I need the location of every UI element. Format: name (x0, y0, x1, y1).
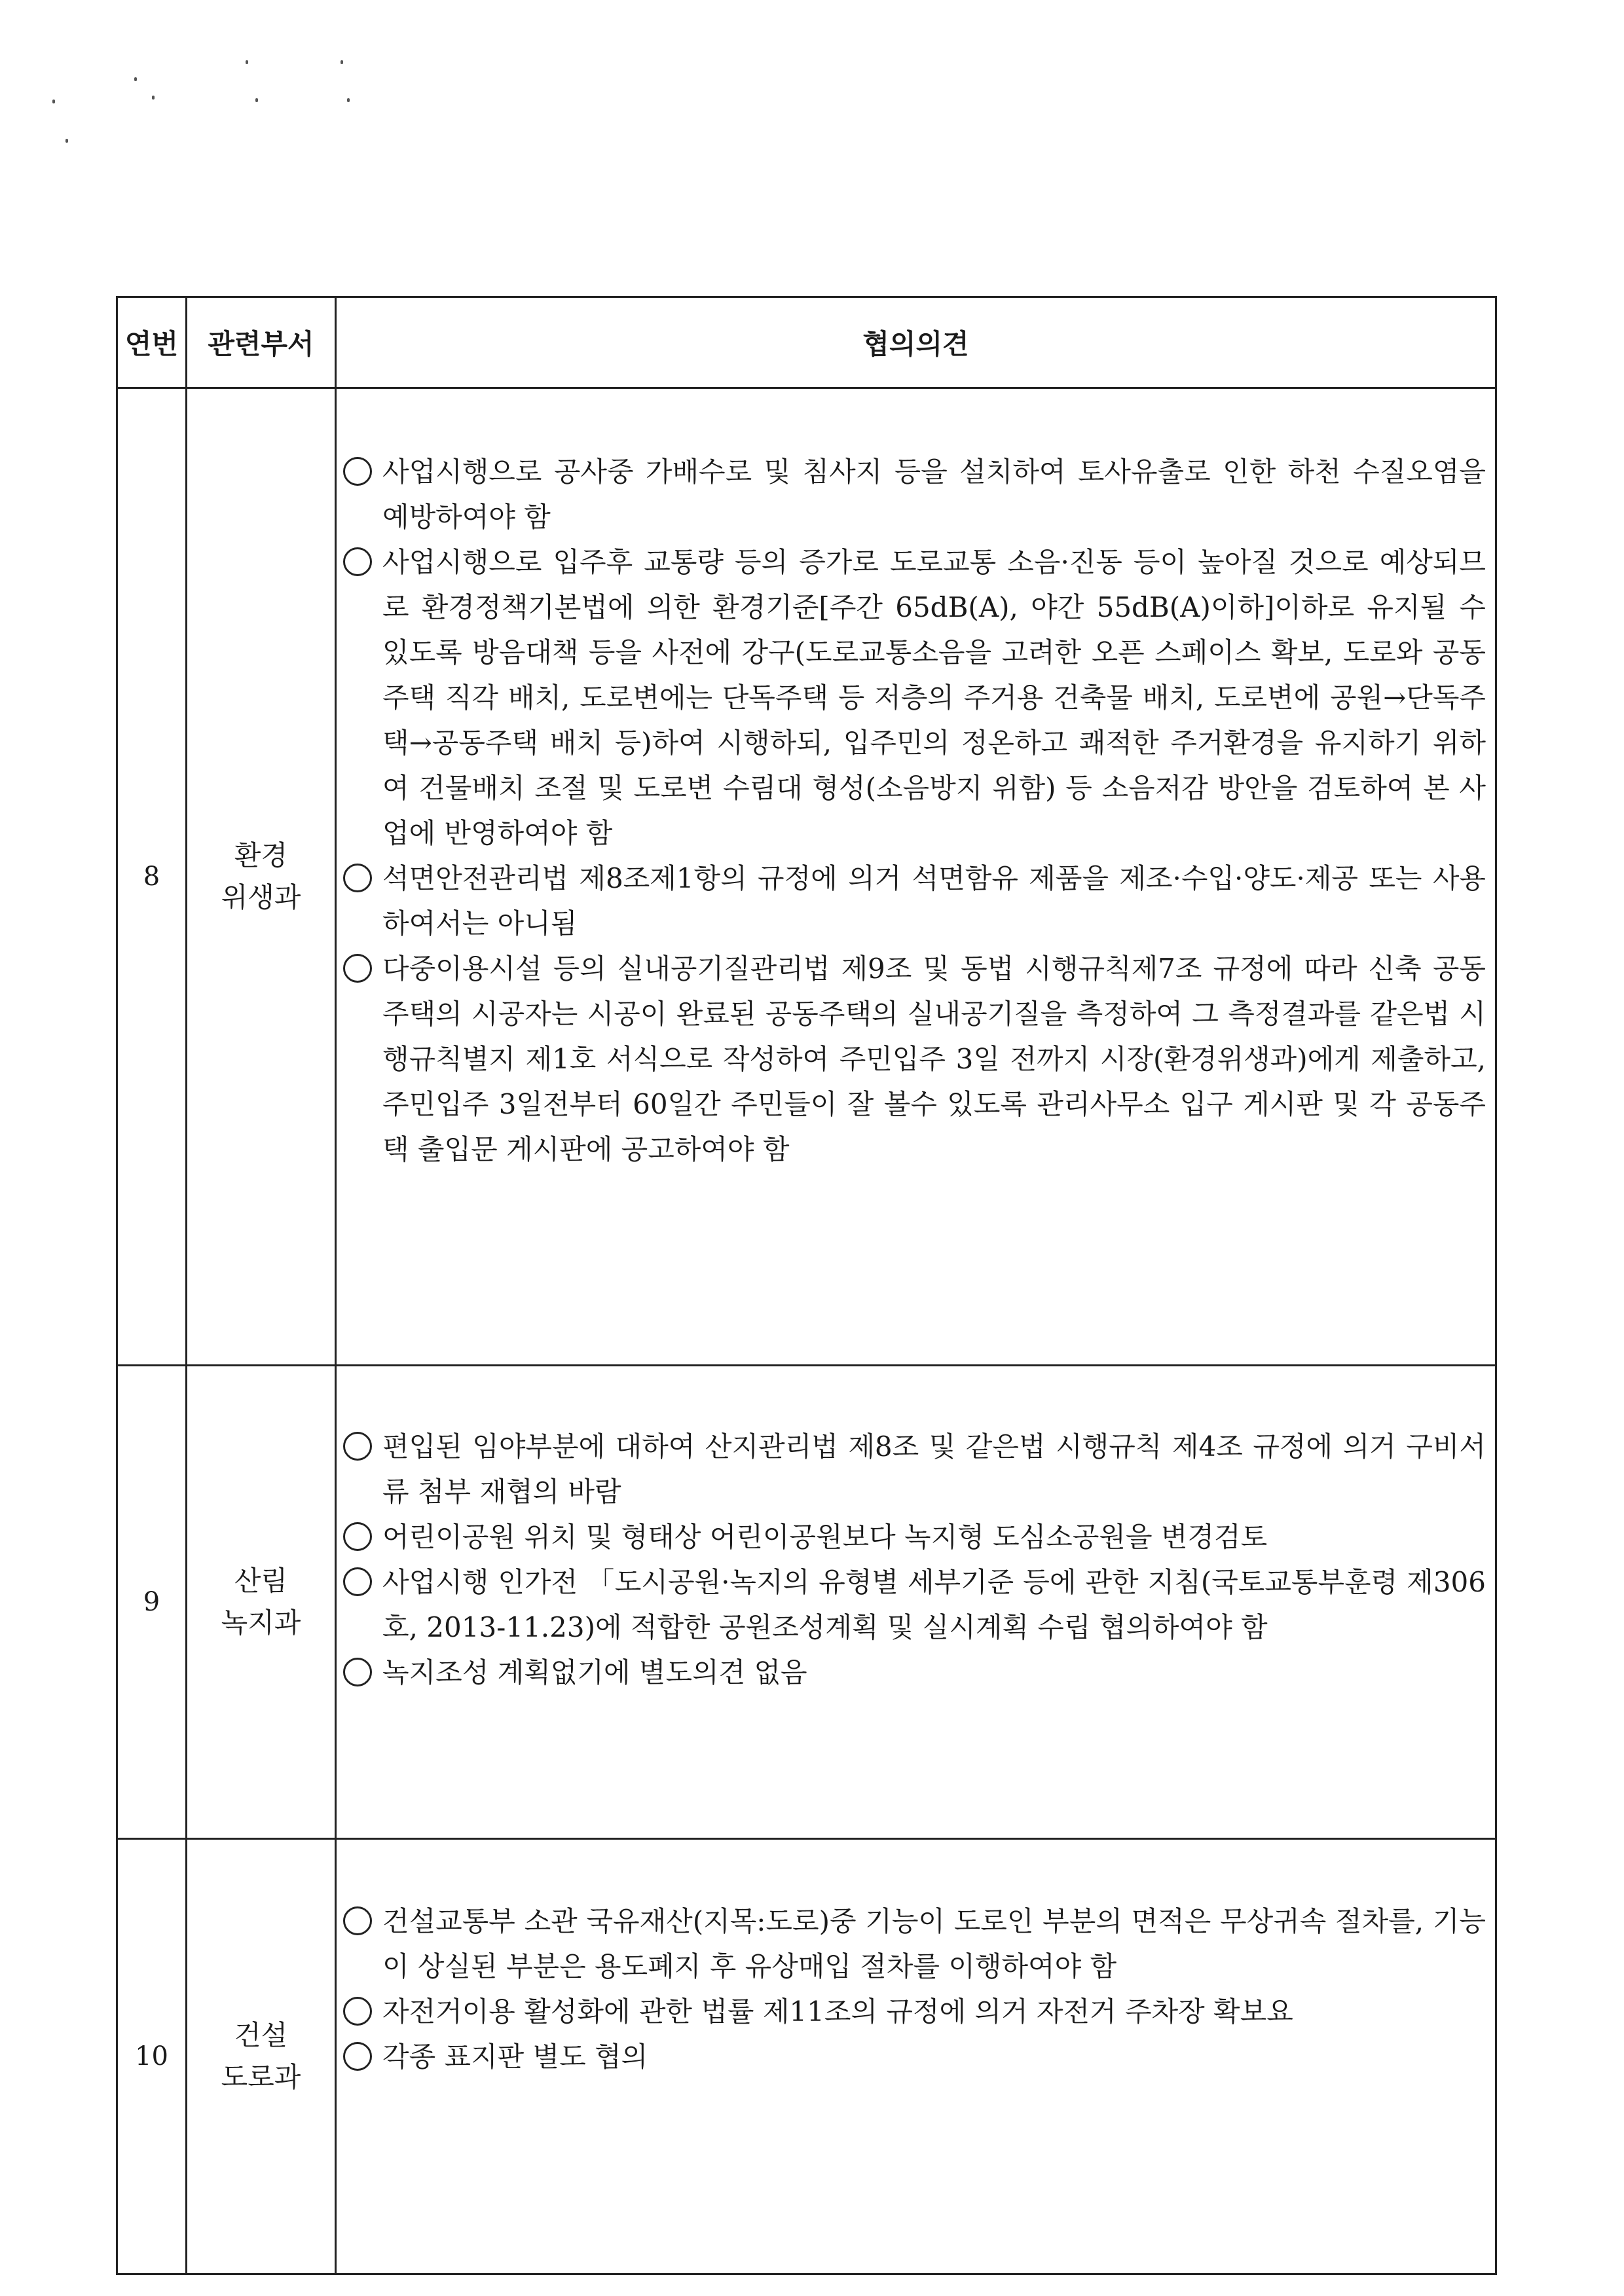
opinion-item (341, 2034, 1486, 2079)
opinion-text: 사업시행으로 공사중 가배수로 및 침사지 등을 설치하여 토사유출로 인한 하천 수질오염을 예방하여야 함 (382, 456, 1486, 533)
row-opinion (336, 1366, 1496, 1839)
circle-bullet-icon (343, 1522, 372, 1551)
opinion-item (341, 1514, 1486, 1559)
opinion-item (341, 1899, 1486, 1989)
header-opinion: 협의의견 (336, 297, 1496, 388)
opinion-text: 사업시행으로 입주후 교통량 등의 증가로 도로교통 소음·진동 등이 높아질 것으로 예상되므로 환경정책기본법에 의한 환경기준[주간 65dB(A), 야간 55dB(A)이하]이하로 유지될 수 있도록 방음대책 등을 사전에 강구(도로교통소음을 고려한 오픈 스페이스 확보, 도로와 공동주택 직각 배치, 도로변에는 단독주택 등 저층의 주거용 건축물 배치, 도로변에 공원→단독주택→공동주택 배치 등)하여 시행하되, 입주민의 정온하고 쾌적한 주거환경을 유지하기 위하여 건물배치 조절 및 도로변 수림대 형성(소음방지 위함) 등 소음저감 방안을 검토하여 본 사업에 반영하여야 함 (382, 546, 1486, 849)
circle-bullet-icon (343, 1658, 372, 1686)
row-serial-number: 10 (117, 1839, 187, 2274)
circle-bullet-icon (343, 1432, 372, 1461)
scan-speck (255, 98, 258, 102)
opinion-text: 건설교통부 소관 국유재산(지목:도로)중 기능이 도로인 부분의 면적은 무상귀속 절차를, 기능이 상실된 부분은 용도폐지 후 유상매입 절차를 이행하여야 함 (382, 1905, 1486, 1982)
circle-bullet-icon (343, 457, 372, 486)
scan-speck (347, 98, 350, 102)
opinion-text: 편입된 임야부분에 대하여 산지관리법 제8조 및 같은법 시행규칙 제4조 규정에 의거 구비서류 첨부 재협의 바람 (382, 1430, 1486, 1508)
table-row (117, 1839, 1496, 2274)
opinion-text: 어린이공원 위치 및 형태상 어린이공원보다 녹지형 도심소공원을 변경검토 (382, 1521, 1268, 1553)
scan-speck (52, 100, 55, 103)
opinion-item (341, 1559, 1486, 1650)
consultation-opinion-table (116, 296, 1497, 2275)
scan-speck (152, 96, 155, 100)
opinion-text: 각종 표지판 별도 협의 (382, 2041, 648, 2073)
opinion-item (341, 449, 1486, 539)
row-serial-number: 8 (117, 388, 187, 1366)
opinion-item (341, 856, 1486, 946)
circle-bullet-icon (343, 864, 372, 892)
opinion-item (341, 1989, 1486, 2034)
row-opinion (336, 1839, 1496, 2274)
opinion-text: 녹지조성 계획없기에 별도의견 없음 (382, 1656, 807, 1688)
opinion-item (341, 1424, 1486, 1514)
scan-speck (341, 60, 343, 64)
opinion-item (341, 1650, 1486, 1695)
circle-bullet-icon (343, 1567, 372, 1596)
row-department (187, 1839, 336, 2274)
opinion-text: 석면안전관리법 제8조제1항의 규정에 의거 석면함유 제품을 제조·수입·양도·제공 또는 사용하여서는 아니됨 (382, 862, 1486, 939)
scan-speck (246, 60, 248, 64)
row-serial-number: 9 (117, 1366, 187, 1839)
opinion-text: 사업시행 인가전 「도시공원·녹지의 유형별 세부기준 등에 관한 지침(국토교통부훈령 제306호, 2013-11.23)에 적합한 공원조성계획 및 실시계획 수립 협의하여야 함 (382, 1566, 1486, 1643)
department-name-line: 환경 (234, 839, 288, 871)
circle-bullet-icon (343, 1997, 372, 2026)
row-department (187, 1366, 336, 1839)
table-row (117, 1366, 1496, 1839)
row-department (187, 388, 336, 1366)
header-department: 관련부서 (187, 297, 336, 388)
circle-bullet-icon (343, 547, 372, 576)
opinion-item (341, 946, 1486, 1172)
scan-speck (65, 139, 68, 143)
department-name-line: 녹지과 (221, 1607, 301, 1639)
department-name-line: 도로과 (221, 2061, 301, 2093)
row-opinion (336, 388, 1496, 1366)
header-serial-number: 연번 (117, 297, 187, 388)
table-row (117, 388, 1496, 1366)
table-header-row (117, 297, 1496, 388)
opinion-text: 다중이용시설 등의 실내공기질관리법 제9조 및 동법 시행규칙제7조 규정에 따라 신축 공동주택의 시공자는 시공이 완료된 공동주택의 실내공기질을 측정하여 그 측정결과를 같은법 시행규칙별지 제1호 서식으로 작성하여 주민입주 3일 전까지 시장(환경위생과)에게 제출하고, 주민입주 3일전부터 60일간 주민들이 잘 볼수 있도록 관리사무소 입구 게시판 및 각 공동주택 출입문 게시판에 공고하여야 함 (382, 953, 1486, 1165)
scan-speck (134, 77, 137, 81)
department-name-line: 건설 (234, 2019, 288, 2051)
opinion-item (341, 539, 1486, 856)
circle-bullet-icon (343, 1906, 372, 1935)
circle-bullet-icon (343, 2042, 372, 2071)
opinion-text: 자전거이용 활성화에 관한 법률 제11조의 규정에 의거 자전거 주차장 확보요 (382, 1995, 1293, 2028)
department-name-line: 산림 (234, 1565, 288, 1597)
department-name-line: 위생과 (221, 881, 301, 913)
circle-bullet-icon (343, 954, 372, 983)
